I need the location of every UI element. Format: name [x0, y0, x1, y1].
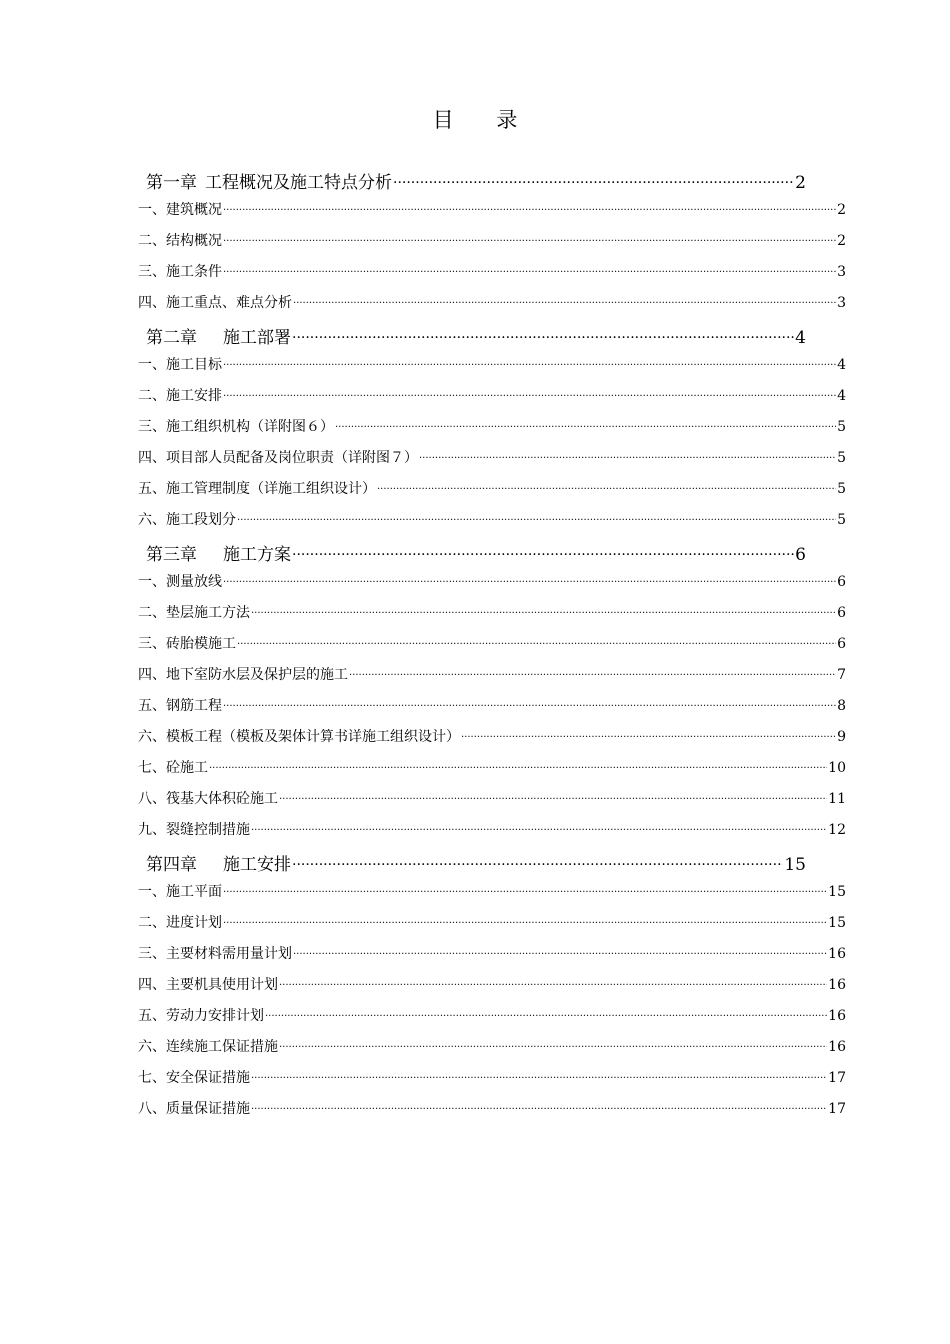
- toc-section-entry[interactable]: [138, 509, 846, 540]
- dot-leader: [209, 758, 827, 772]
- toc-section-entry[interactable]: [138, 726, 846, 757]
- toc-section-entry[interactable]: [138, 199, 846, 230]
- toc-entry-label: 一、测量放线: [138, 574, 222, 590]
- toc-entry-label: 二、进度计划: [138, 915, 222, 931]
- chapter-title: 施工方案: [223, 545, 291, 565]
- dot-leader: [461, 727, 836, 741]
- toc-page-number: 7: [837, 667, 846, 683]
- toc-page-number: 12: [828, 822, 846, 838]
- toc-entry-label: 八、质量保证措施: [138, 1101, 250, 1117]
- chapter-number: 第四章: [146, 855, 197, 875]
- toc-page-number: 16: [828, 977, 846, 993]
- dot-leader: [237, 510, 836, 524]
- dot-leader: [293, 293, 836, 307]
- toc-entry-label: 一、施工平面: [138, 884, 222, 900]
- toc-page-number: 15: [828, 915, 846, 931]
- toc-section-entry[interactable]: [138, 571, 846, 602]
- toc-section-entry[interactable]: [138, 943, 846, 974]
- toc-page-number: 3: [837, 295, 846, 311]
- toc-list: [138, 168, 848, 1129]
- toc-page-number: 11: [828, 791, 846, 807]
- dot-leader: [335, 417, 836, 431]
- toc-section-entry[interactable]: [138, 881, 846, 912]
- dot-leader: [293, 944, 827, 958]
- chapter-number: 第一章: [146, 173, 197, 193]
- toc-entry-label: 九、裂缝控制措施: [138, 822, 250, 838]
- chapter-number: 第三章: [146, 545, 197, 565]
- toc-section-entry[interactable]: [138, 292, 846, 323]
- toc-page-number: 17: [828, 1070, 846, 1086]
- dot-leader: [265, 1006, 827, 1020]
- dot-leader: [223, 231, 836, 245]
- toc-entry-label: 七、砼施工: [138, 760, 208, 776]
- toc-page-number: 8: [837, 698, 846, 714]
- dot-leader: [377, 479, 836, 493]
- toc-entry-label: 四、施工重点、难点分析: [138, 295, 292, 311]
- toc-entry-label: 六、模板工程（模板及架体计算书详施工组织设计）: [138, 729, 460, 745]
- toc-entry-label: 五、劳动力安排计划: [138, 1008, 264, 1024]
- toc-section-entry[interactable]: [138, 385, 846, 416]
- dot-leader: [292, 543, 794, 560]
- toc-page-number: 5: [837, 450, 846, 466]
- toc-entry-label: [146, 168, 392, 193]
- toc-page-number: 16: [828, 1039, 846, 1055]
- toc-section-entry[interactable]: [138, 1098, 846, 1129]
- dot-leader: [223, 355, 836, 369]
- toc-page-number: 4: [837, 388, 846, 404]
- dot-leader: [279, 975, 827, 989]
- toc-entry-label: [146, 850, 291, 875]
- toc-section-entry[interactable]: [138, 416, 846, 447]
- toc-section-entry[interactable]: [138, 354, 846, 385]
- toc-chapter-entry[interactable]: [138, 323, 806, 354]
- toc-entry-label: 五、钢筋工程: [138, 698, 222, 714]
- chapter-number: 第二章: [146, 328, 197, 348]
- dot-leader: [419, 448, 836, 462]
- toc-section-entry[interactable]: [138, 1067, 846, 1098]
- dot-leader: [223, 882, 827, 896]
- dot-leader: [223, 572, 836, 586]
- toc-page-number: 2: [795, 173, 806, 193]
- toc-page-number: 16: [828, 1008, 846, 1024]
- chapter-title: 工程概况及施工特点分析: [205, 173, 392, 193]
- dot-leader: [223, 913, 827, 927]
- toc-entry-label: 二、垫层施工方法: [138, 605, 250, 621]
- toc-section-entry[interactable]: [138, 912, 846, 943]
- dot-leader: [251, 1099, 827, 1113]
- toc-section-entry[interactable]: [138, 757, 846, 788]
- toc-section-entry[interactable]: [138, 633, 846, 664]
- toc-page-number: 6: [795, 545, 806, 565]
- toc-section-entry[interactable]: [138, 695, 846, 726]
- toc-page-number: 9: [837, 729, 846, 745]
- toc-section-entry[interactable]: [138, 230, 846, 261]
- dot-leader: [223, 200, 836, 214]
- dot-leader: [292, 853, 783, 870]
- toc-entry-label: 五、施工管理制度（详施工组织设计）: [138, 481, 376, 497]
- dot-leader: [393, 171, 794, 188]
- toc-section-entry[interactable]: [138, 261, 846, 292]
- toc-section-entry[interactable]: [138, 974, 846, 1005]
- toc-section-entry[interactable]: [138, 447, 846, 478]
- toc-entry-label: 三、主要材料需用量计划: [138, 946, 292, 962]
- toc-section-entry[interactable]: [138, 602, 846, 633]
- toc-entry-label: 二、施工安排: [138, 388, 222, 404]
- toc-entry-label: 三、砖胎模施工: [138, 636, 236, 652]
- toc-entry-label: [146, 540, 291, 565]
- toc-entry-label: 四、地下室防水层及保护层的施工: [138, 667, 348, 683]
- toc-entry-label: 一、建筑概况: [138, 202, 222, 218]
- toc-page-number: 5: [837, 419, 846, 435]
- toc-entry-label: 三、施工组织机构（详附图６）: [138, 419, 334, 435]
- toc-chapter-entry[interactable]: [138, 850, 806, 881]
- dot-leader: [223, 386, 836, 400]
- toc-section-entry[interactable]: [138, 664, 846, 695]
- toc-page-number: 6: [837, 605, 846, 621]
- toc-title: 目 录: [432, 108, 536, 132]
- toc-page-number: 4: [837, 357, 846, 373]
- toc-chapter-entry[interactable]: [138, 540, 806, 571]
- dot-leader: [251, 1068, 827, 1082]
- toc-section-entry[interactable]: [138, 1005, 846, 1036]
- toc-page-number: 16: [828, 946, 846, 962]
- toc-page-number: 2: [837, 202, 846, 218]
- toc-entry-label: [146, 323, 291, 348]
- toc-entry-label: 三、施工条件: [138, 264, 222, 280]
- toc-entry-label: 四、主要机具使用计划: [138, 977, 278, 993]
- dot-leader: [292, 326, 794, 343]
- toc-section-entry[interactable]: [138, 1036, 846, 1067]
- toc-page-number: 6: [837, 574, 846, 590]
- toc-chapter-entry[interactable]: [138, 168, 806, 199]
- toc-page-number: 6: [837, 636, 846, 652]
- toc-entry-label: 六、施工段划分: [138, 512, 236, 528]
- toc-entry-label: 四、项目部人员配备及岗位职责（详附图７）: [138, 450, 418, 466]
- toc-page-number: 10: [828, 760, 846, 776]
- toc-entry-label: 一、施工目标: [138, 357, 222, 373]
- toc-page-number: 3: [837, 264, 846, 280]
- toc-entry-label: 六、连续施工保证措施: [138, 1039, 278, 1055]
- chapter-title: 施工部署: [223, 328, 291, 348]
- dot-leader: [251, 820, 827, 834]
- dot-leader: [279, 1037, 827, 1051]
- toc-section-entry[interactable]: [138, 788, 846, 819]
- toc-entry-label: 八、筏基大体积砼施工: [138, 791, 278, 807]
- toc-section-entry[interactable]: [138, 478, 846, 509]
- toc-page-number: 15: [828, 884, 846, 900]
- dot-leader: [223, 262, 836, 276]
- toc-page-number: 2: [837, 233, 846, 249]
- toc-page-number: 17: [828, 1101, 846, 1117]
- dot-leader: [237, 634, 836, 648]
- toc-section-entry[interactable]: [138, 819, 846, 850]
- dot-leader: [223, 696, 836, 710]
- dot-leader: [251, 603, 836, 617]
- toc-page-number: 15: [784, 855, 806, 875]
- dot-leader: [349, 665, 836, 679]
- toc-entry-label: 七、安全保证措施: [138, 1070, 250, 1086]
- toc-page-number: 5: [837, 481, 846, 497]
- toc-entry-label: 二、结构概况: [138, 233, 222, 249]
- dot-leader: [279, 789, 827, 803]
- toc-page-number: 4: [795, 328, 806, 348]
- chapter-title: 施工安排: [223, 855, 291, 875]
- toc-page-number: 5: [837, 512, 846, 528]
